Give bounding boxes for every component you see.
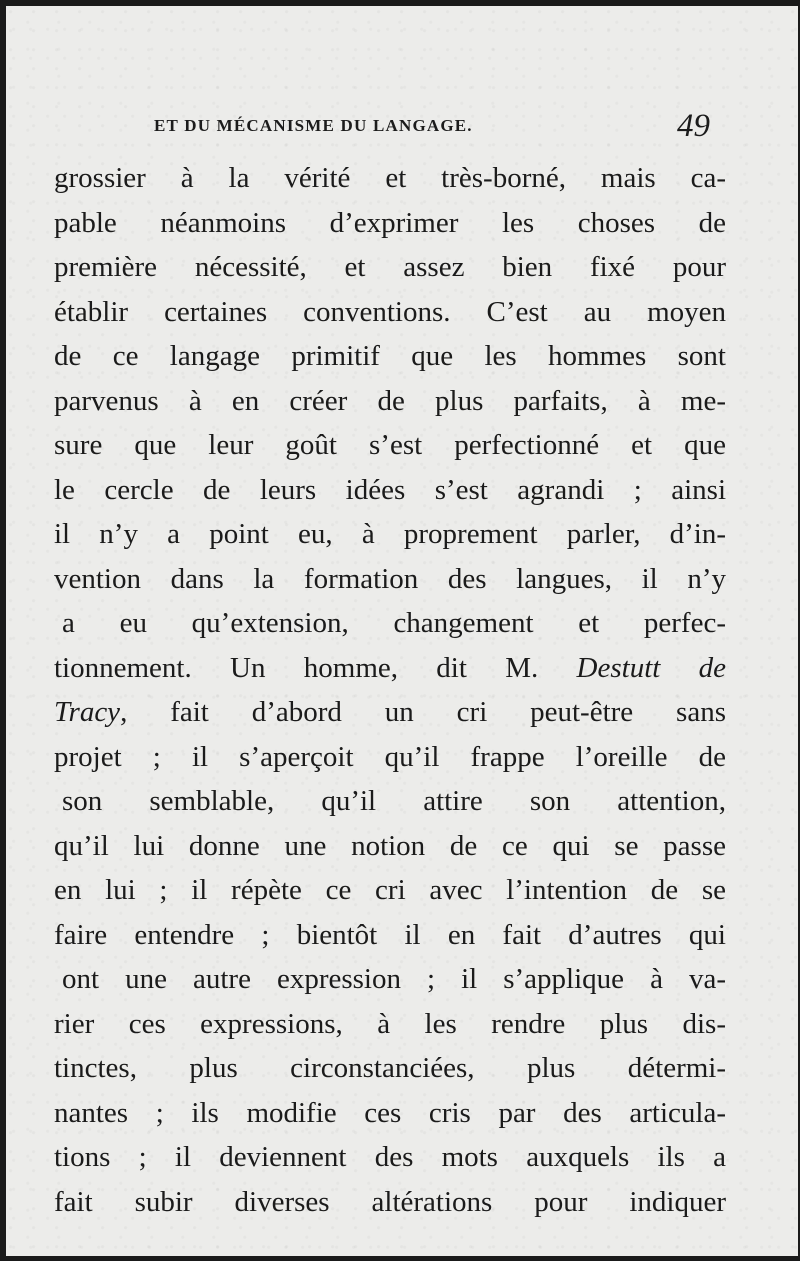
text-line: fait subir diverses altérations pour indiquer [54, 1185, 726, 1218]
page-number: 49 [677, 108, 710, 144]
text-line: en lui ; il répète ce cri avec l’intention de se [54, 874, 726, 906]
text-line: établir certaines conventions. C’est au moyen [54, 295, 726, 328]
text-line: parvenus à en créer de plus parfaits, à me- [54, 384, 726, 417]
text-line: a eu qu’extension, changement et perfec- [62, 607, 726, 639]
book-page [6, 6, 798, 1256]
text-line-with-author [54, 646, 726, 691]
text-line: le cercle de leurs idées s’est agrandi ; ainsi [54, 473, 726, 506]
text-line: première nécessité, et assez bien fixé pour [54, 251, 726, 283]
running-title: ET DU MÉCANISME DU LANGAGE. [154, 116, 473, 135]
text-line: rier ces expressions, à les rendre plus dis- [54, 1007, 726, 1040]
text-line: sure que leur goût s’est perfectionné et que [54, 429, 726, 461]
text-line: grossier à la vérité et très-borné, mais ca- [54, 162, 726, 194]
author-name-italic: Destutt de [576, 651, 726, 684]
text-line: ont une autre expression ; il s’applique à va- [62, 963, 726, 995]
text-line: vention dans la formation des langues, il n’y [54, 562, 726, 595]
running-head [154, 108, 714, 148]
text-line: qu’il lui donne une notion de ce qui se passe [54, 829, 726, 862]
author-name-italic: Tracy [54, 696, 121, 728]
text-fragment: , fait d’abord un cri peut-être sans [120, 696, 726, 728]
text-line: projet ; il s’aperçoit qu’il frappe l’oreille de [54, 740, 726, 773]
body-text [54, 156, 726, 1224]
text-line: tions ; il deviennent des mots auxquels ils a [54, 1141, 726, 1173]
text-line: de ce langage primitif que les hommes sont [54, 340, 726, 372]
text-line: tinctes, plus circonstanciées, plus détermi- [54, 1052, 726, 1084]
text-line: pable néanmoins d’exprimer les choses de [54, 206, 726, 239]
text-line: faire entendre ; bientôt il en fait d’autres qui [54, 918, 726, 951]
text-line: il n’y a point eu, à proprement parler, d’in- [54, 518, 726, 550]
text-fragment: tionnement. Un homme, dit M. [54, 651, 539, 684]
text-line-with-author [54, 690, 726, 735]
text-line: son semblable, qu’il attire son attention, [62, 785, 726, 817]
text-line: nantes ; ils modifie ces cris par des articula- [54, 1096, 726, 1129]
